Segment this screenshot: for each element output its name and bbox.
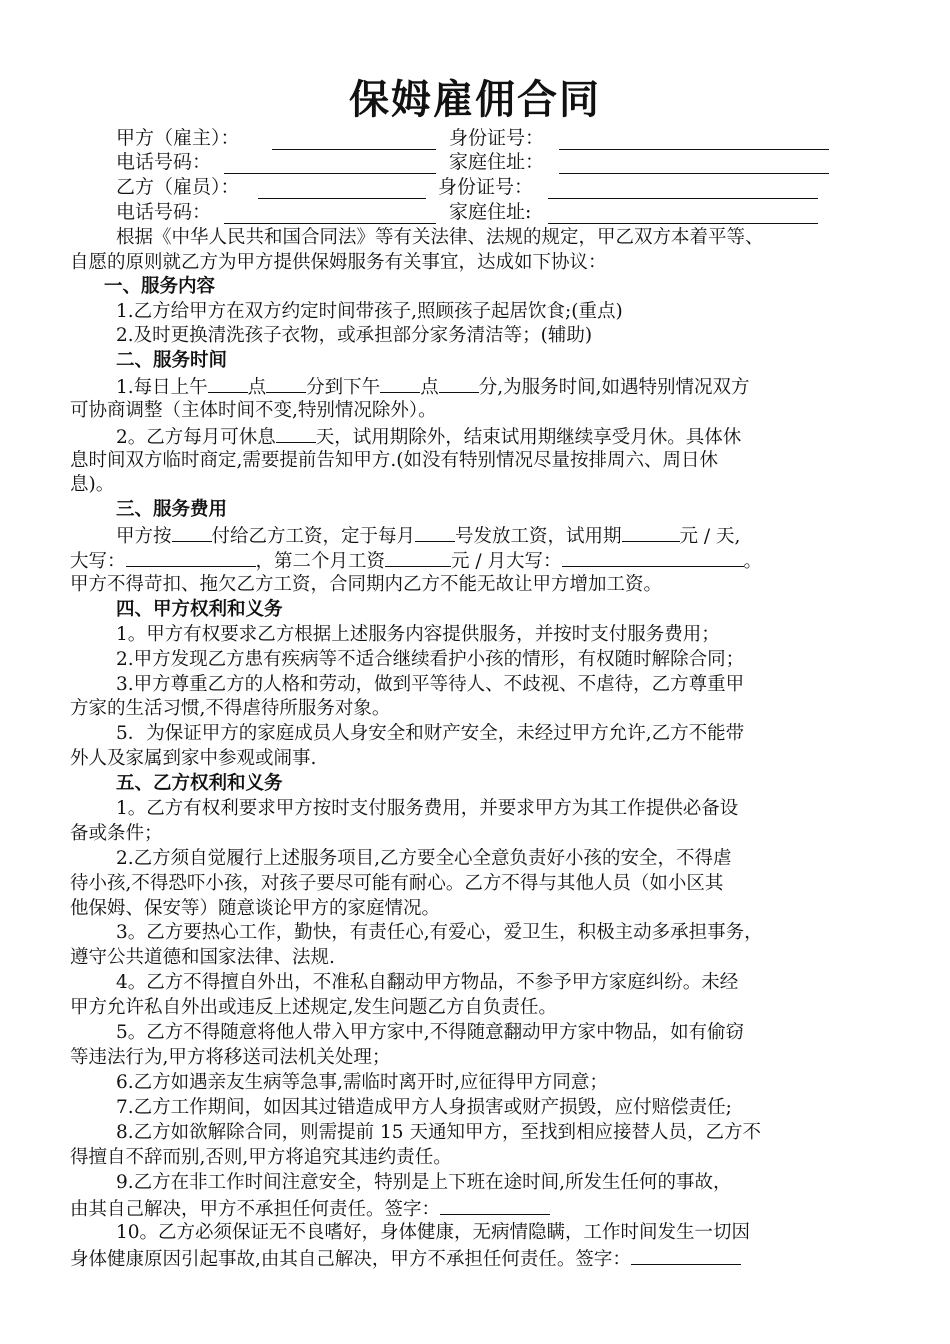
s3-l1c: 号发放工资，试用期 [455,526,622,547]
signature-blank-1[interactable] [440,1196,550,1215]
s2-item-2-line-3: 息)。 [70,474,115,495]
address-blank-employee[interactable] [548,223,818,224]
start-hour-blank[interactable] [208,374,248,393]
s5-item-5-line-2: 等违法行为,甲方将移送司法机关处理； [70,1047,391,1068]
s3-line-2 [70,548,762,572]
employee-label: 乙方（雇员）： [116,176,240,198]
s5-item-4: 4。乙方不得擅自外出，不准私自翻动甲方物品，不参予甲方家庭纠纷。未经 [116,972,739,993]
s5-item-2-line-2: 待小孩,不得恐吓小孩，对孩子要尽可能有耐心。乙方不得与其他人员（如小区其 [70,873,724,894]
s2-p2b: 天，试用期除外，结束试用期继续享受月休。具体休 [315,427,742,448]
id-label-employer: 身份证号： [449,127,545,149]
s3-l1d: 元 / 天, [679,526,741,547]
signature-blank-2[interactable] [631,1246,741,1265]
s3-l1b: 付给乙方工资，定于每月 [211,526,416,547]
section-3-heading: 三、服务费用 [116,499,228,520]
s4-item-5: 5．为保证甲方的家庭成员人身安全和财产安全，未经过甲方允许,乙方不能带 [116,723,745,744]
section-5-heading: 五、乙方权利和义务 [116,773,283,794]
s5-item-10-line-2 [70,1246,741,1270]
trial-rate-blank[interactable] [622,523,680,542]
s3-l2a: 大写： [70,551,126,572]
s2-p1a: 1.每日上午 [116,377,208,398]
s1-item-1: 1.乙方给甲方在双方约定时间带孩子,照顾孩子起居饮食;(重点) [116,301,623,322]
s5-item-1-line-2: 备或条件； [70,823,163,844]
s5-p10b: 身体健康原因引起事故,由其自己解决，甲方不承担任何责任。签字： [70,1249,631,1270]
s2-p1d: 点 [420,377,439,398]
s2-item-1 [116,374,749,398]
s5-item-3-line-2: 遵守公共道德和国家法律、法规. [70,947,335,968]
intro-line-2: 自愿的原则就乙方为甲方提供保姆服务有关事宜，达成如下协议： [70,252,607,273]
employer-label: 甲方（雇主）： [116,127,240,149]
s2-p1e: 分,为服务时间,如遇特别情况双方 [478,377,750,398]
s5-item-10: 10。乙方必须保证无不良嗜好，身体健康，无病情隐瞒，工作时间发生一切因 [116,1222,751,1243]
second-month-salary-blank[interactable] [385,548,451,567]
pay-day-blank[interactable] [415,523,455,542]
s3-line-1 [116,523,740,547]
s3-l2b: ，第二个月工资 [255,551,386,572]
s3-l2c: 元 / 月大写： [451,551,562,572]
page-title: 保姆雇佣合同 [349,77,601,123]
phone-blank-employer[interactable] [224,173,436,174]
s4-item-1: 1。甲方有权要求乙方根据上述服务内容提供服务，并按时支付服务费用； [116,624,720,645]
s2-p1b: 点 [247,377,267,398]
trial-amount-words-blank[interactable] [126,548,256,567]
intro-line-1: 根据《中华人民共和国合同法》等有关法律、法规的规定，甲乙双方本着平等、 [116,227,764,248]
employee-blank[interactable] [258,198,426,199]
section-4-heading: 四、甲方权利和义务 [116,599,283,620]
phone-label-employee: 电话号码： [116,201,212,223]
phone-label-employer: 电话号码： [116,151,212,173]
employee-row [116,175,856,200]
s2-item-2 [116,424,741,448]
s5-item-3: 3。乙方要热心工作，勤快，有责任心,有爱心，爱卫生，积极主动多承担事务， [116,922,763,943]
s5-item-9-line-2 [70,1196,550,1220]
section-2-heading: 二、服务时间 [116,350,228,371]
s4-item-5-line-2: 外人及家属到家中参观或闹事. [70,748,317,769]
s4-item-3: 3.甲方尊重乙方的人格和劳动，做到平等待人、不歧视、不虐待，乙方尊重甲 [116,674,745,695]
s5-item-2-line-3: 他保姆、保安等）随意谈论甲方的家庭情况。 [70,898,441,919]
s5-item-1: 1。乙方有权利要求甲方按时支付服务费用，并要求甲方为其工作提供必备设 [116,798,739,819]
s3-line-3: 甲方不得苛扣、拖欠乙方工资，合同期内乙方不能无故让甲方增加工资。 [70,574,663,595]
monthly-amount-words-blank[interactable] [562,548,744,567]
s1-item-2: 2.及时更换清洗孩子衣物，或承担部分家务清洁等；(辅助) [116,325,593,346]
s3-l2d: 。 [743,551,763,572]
s5-item-8: 8.乙方如欲解除合同，则需提前 15 天通知甲方，至找到相应接替人员，乙方不 [116,1122,761,1143]
phone-blank-employee[interactable] [224,223,436,224]
s2-item-2-line-2: 息时间双方临时商定,需要提前告知甲方.(如没有特别情况尽量按排周六、周日休 [70,450,718,471]
s2-p2a: 2。乙方每月可休息 [116,427,276,448]
s5-item-9: 9.乙方在非工作时间注意安全，特别是上下班在途时间,所发生任何的事故， [116,1172,732,1193]
pay-standard-blank[interactable] [172,523,212,542]
s2-p1c: 分到下午 [306,377,381,398]
section-1-heading: 一、服务内容 [104,276,216,297]
s5-p9b: 由其自己解决，甲方不承担任何责任。签字： [70,1199,441,1220]
s5-item-7: 7.乙方工作期间，如因其过错造成甲方人身损害或财产损毁，应付赔偿责任; [116,1097,732,1118]
id-blank-employee[interactable] [548,198,818,199]
s4-item-3-line-2: 方家的生活习惯,不得虐待所服务对象。 [70,698,391,719]
s5-item-5: 5。乙方不得随意将他人带入甲方家中,不得随意翻动甲方家中物品，如有偷窃 [116,1022,745,1043]
s4-item-2: 2.甲方发现乙方患有疾病等不适合继续看护小孩的情形，有权随时解除合同； [116,649,745,670]
s5-item-8-line-2: 得擅自不辞而别,否则,甲方将追究其违约责任。 [70,1147,452,1168]
employer-contact-row [116,150,856,175]
address-label-employer: 家庭住址： [449,151,545,173]
s3-l1a: 甲方按 [116,526,172,547]
s2-item-1-line-2: 可协商调整（主体时间不变,特别情况除外）。 [70,400,437,421]
address-label-employee: 家庭住址: [449,201,532,223]
employer-row [116,126,856,151]
address-blank-employer[interactable] [559,173,829,174]
start-minute-blank[interactable] [266,374,306,393]
employee-contact-row [116,200,856,225]
s5-item-2: 2.乙方须自觉履行上述服务项目,乙方要全心全意负责好小孩的安全，不得虐 [116,848,732,869]
end-minute-blank[interactable] [439,374,479,393]
s5-item-6: 6.乙方如遇亲友生病等急事,需临时离开时,应征得甲方同意； [116,1072,608,1093]
rest-days-blank[interactable] [276,424,316,443]
s5-item-4-line-2: 甲方允许私自外出或违反上述规定,发生问题乙方自负责任。 [70,997,557,1018]
end-hour-blank[interactable] [380,374,420,393]
id-label-employee: 身份证号： [438,176,534,198]
